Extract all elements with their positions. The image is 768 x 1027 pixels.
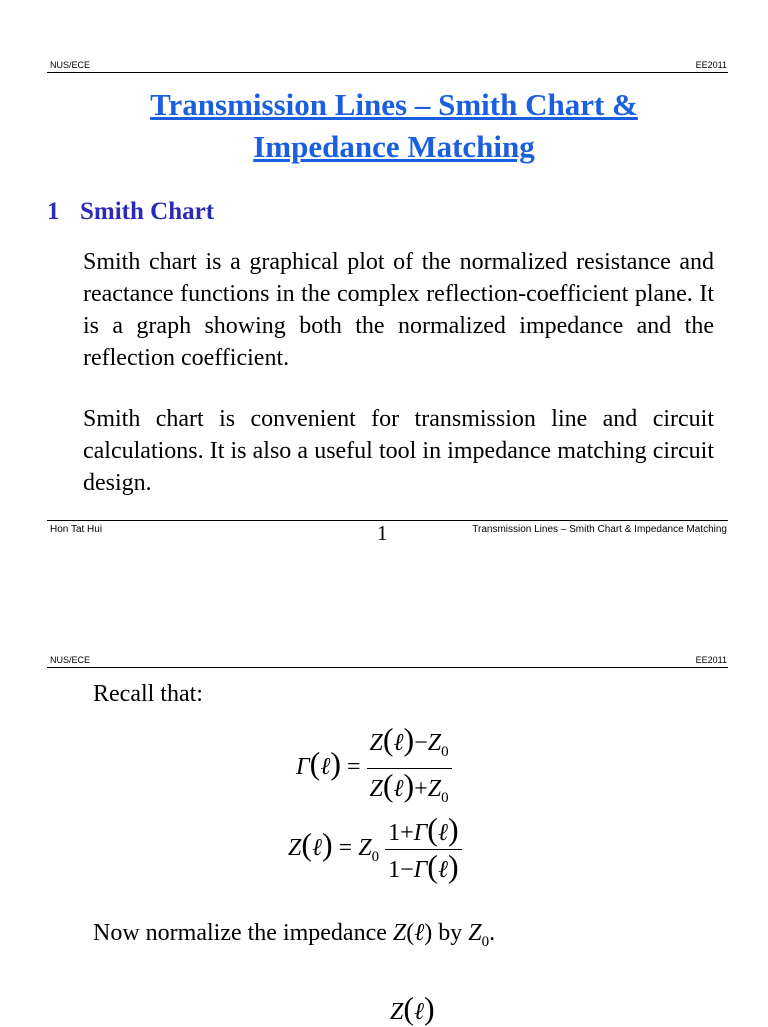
eq1-den-z: Z (369, 775, 383, 802)
eq2-num-gamma: Γ (413, 820, 428, 846)
page1-header-rule (47, 72, 728, 73)
normalize-prefix: Now normalize the impedance (93, 920, 393, 946)
equation-normalized-partial: Z(ℓ) (390, 990, 435, 1026)
page1-footer-rule (47, 520, 728, 521)
eq2-arg: ℓ (312, 835, 323, 862)
eq2-den-op: − (400, 857, 414, 883)
page1-footer-left: Hon Tat Hui (50, 524, 103, 535)
eq1-den-arg: ℓ (393, 775, 404, 802)
recall-text: Recall that: (93, 681, 203, 707)
page1-footer-right: Transmission Lines – Smith Chart & Impedance Matching (472, 524, 727, 535)
equation-gamma: Γ(ℓ) = $\frac{Z(\ell)-Z_0}{Z(\ell)+Z_0}$ (296, 723, 452, 814)
section-heading (47, 198, 214, 226)
eq2-z0-sub: 0 (371, 848, 380, 865)
page2-header-right: EE2011 (695, 655, 727, 665)
eq1-den-op: + (414, 775, 428, 802)
eq2-z0: Z (358, 835, 372, 862)
eq1-arg: ℓ (320, 753, 331, 780)
eq1-gamma: Γ (296, 753, 310, 780)
normalize-by: by (432, 920, 469, 946)
page2-header-rule (47, 667, 728, 668)
normalize-text: Now normalize the impedance Z(ℓ) by $Z_0$. (93, 920, 496, 950)
eq2-num-one: 1 (388, 820, 401, 846)
section-number: 1 (47, 198, 60, 225)
eq1-num-sub: 0 (441, 743, 449, 760)
eq2-num-arg: ℓ (437, 820, 448, 846)
eq1-num-op: − (414, 730, 428, 756)
eq3-arg: ℓ (414, 999, 425, 1025)
title-line-2: Impedance Matching (253, 129, 535, 164)
normalize-arg: ℓ (414, 920, 425, 946)
eq1-den-sub: 0 (441, 789, 449, 806)
paragraph-2: Smith chart is convenient for transmission line and circuit calculations. It is also a useful tool in impedance matching circuit design. (83, 406, 714, 496)
eq1-fraction: $\frac{Z(\ell)-Z_0}{Z(\ell)+Z_0}$ (367, 723, 452, 814)
normalize-end: . (489, 920, 496, 946)
eq2-z: Z (288, 835, 302, 862)
eq1-num-z: Z (369, 730, 383, 756)
page1-header-right: EE2011 (695, 60, 727, 70)
eq2-den-arg: ℓ (437, 857, 448, 883)
page1-header-left: NUS/ECE (50, 60, 91, 70)
page2-header-left: NUS/ECE (50, 655, 91, 665)
paragraph-1: Smith chart is a graphical plot of the normalized resistance and reactance functions in the complex reflection-coefficient plane. It is a graph showing both the normalized impedance and the reflection coefficient. (83, 249, 714, 371)
eq3-z: Z (390, 999, 404, 1025)
eq2-den-gamma: Γ (413, 857, 428, 883)
eq2-num-op: + (400, 820, 414, 846)
eq2-fraction: $\frac{\text{1+Γ(ℓ)}}{\text{1−Γ(ℓ)}}$ (385, 813, 462, 886)
section-title: Smith Chart (80, 198, 215, 225)
eq1-num-z0: Z (427, 730, 442, 756)
page-title (60, 84, 728, 168)
eq1-den-z0: Z (427, 775, 442, 802)
normalize-sub: 0 (481, 933, 490, 950)
page-number: 1 (377, 521, 388, 545)
equation-impedance: Z(ℓ) = $Z_0$ $\frac{\text{1+Γ(ℓ)}}{\text{1−Γ(ℓ)}}$ (288, 813, 462, 886)
normalize-z: Z (392, 920, 407, 946)
normalize-z0: Z (468, 920, 482, 946)
eq2-den-one: 1 (388, 857, 401, 883)
title-line-1: Transmission Lines – Smith Chart & (150, 87, 638, 122)
eq1-num-arg: ℓ (393, 730, 404, 756)
